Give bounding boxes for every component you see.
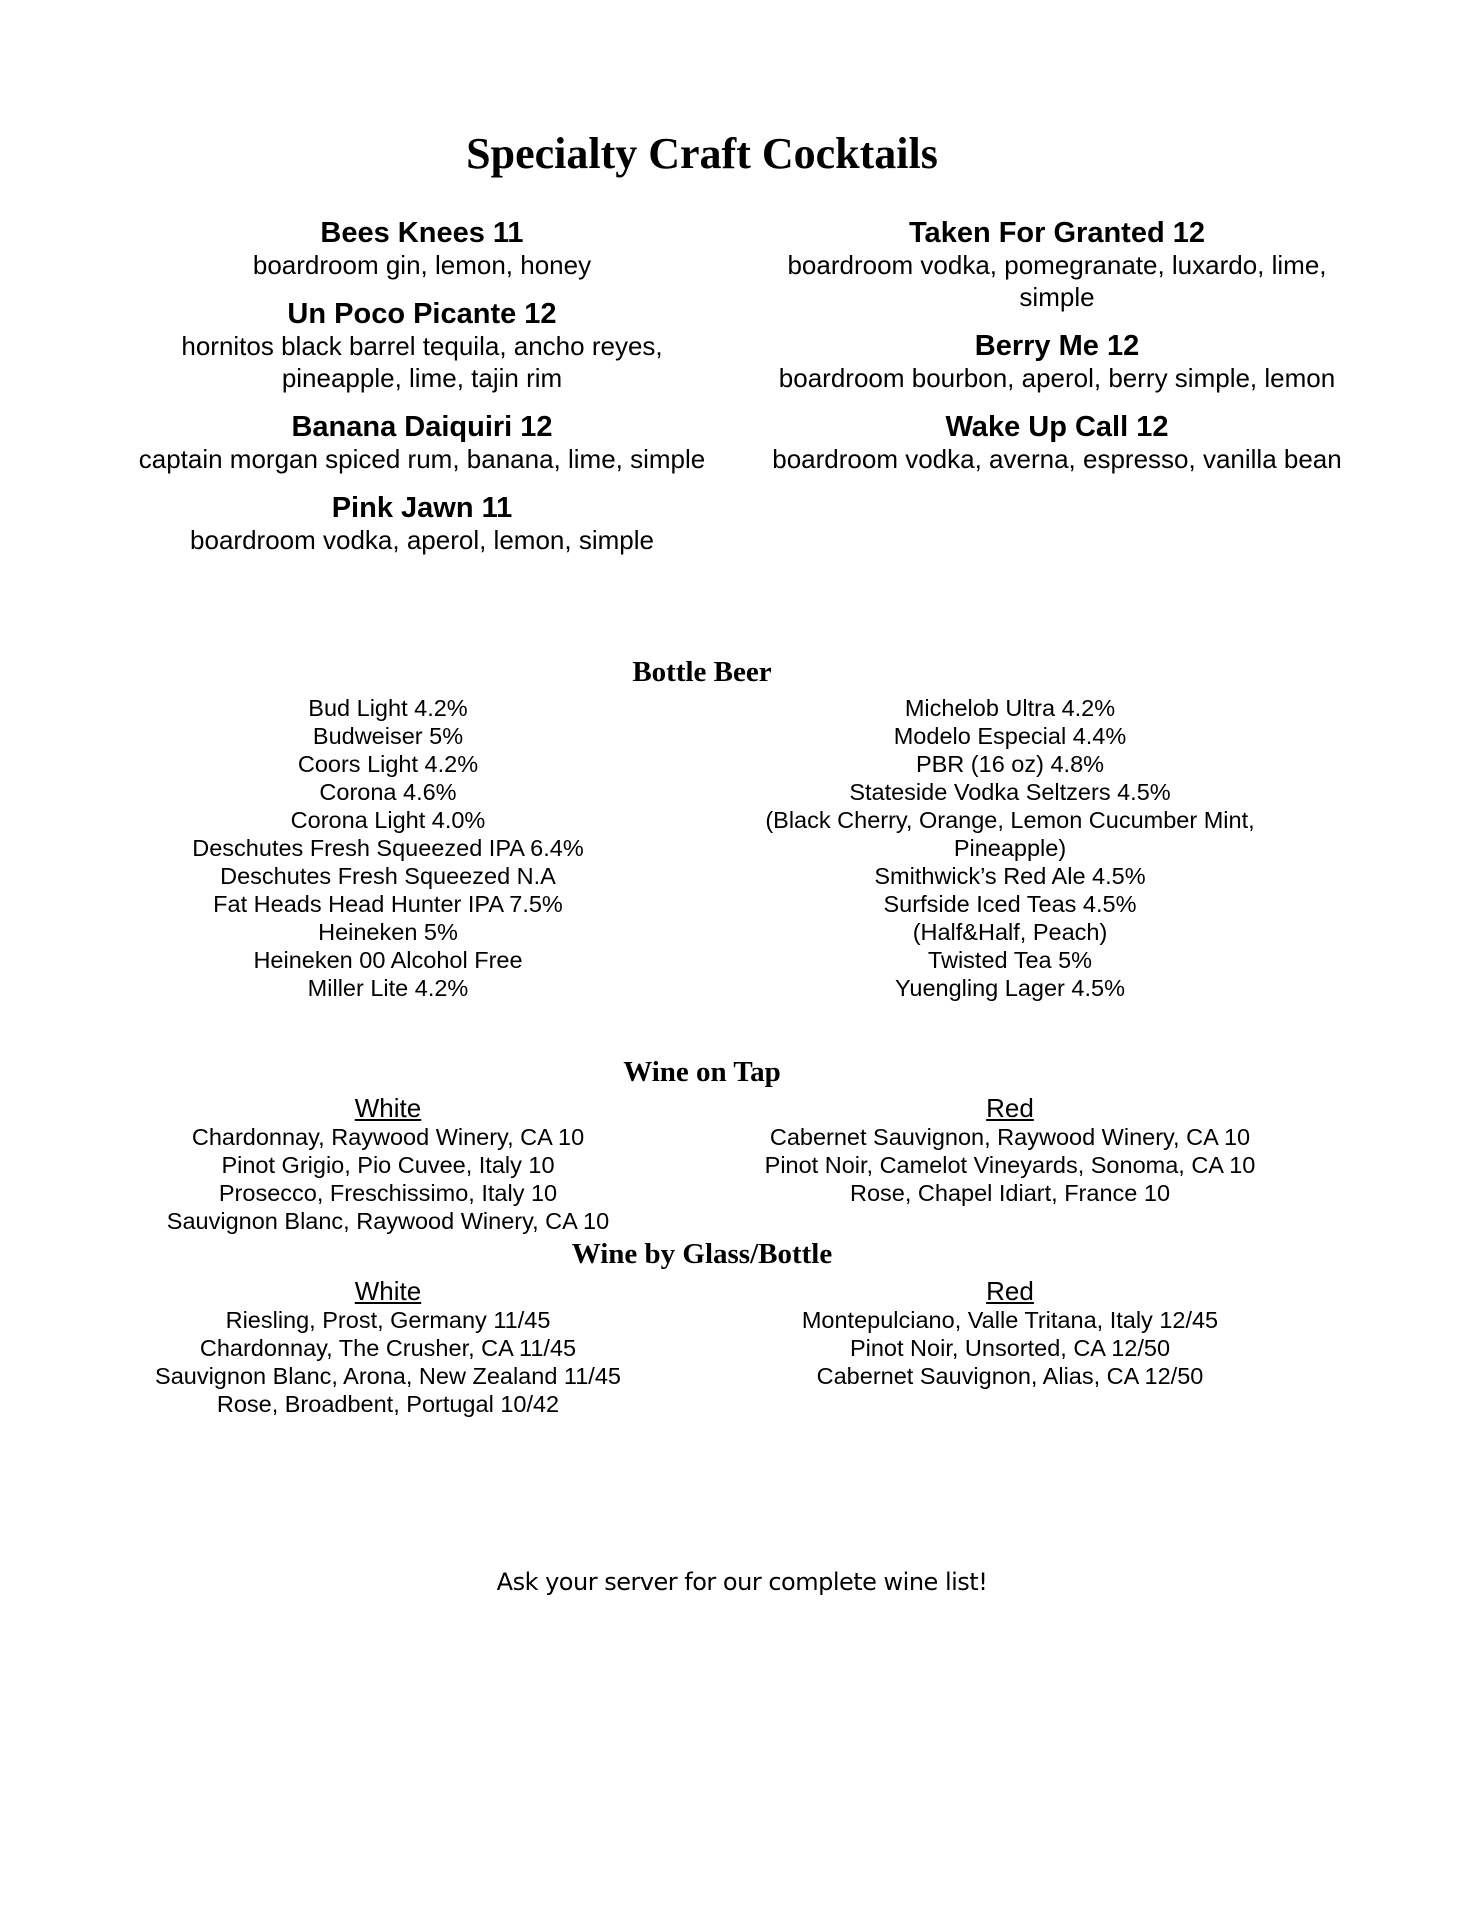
- list-item: Pinot Noir, Camelot Vineyards, Sonoma, CA 10: [764, 1152, 1256, 1178]
- list-item: Cabernet Sauvignon, Alias, CA 12/50: [816, 1363, 1204, 1389]
- cocktail-description: boardroom vodka, averna, espresso, vanilla bean: [772, 444, 1342, 474]
- list-item: Sauvignon Blanc, Arona, New Zealand 11/45: [155, 1363, 621, 1389]
- list-item: Rose, Chapel Idiart, France 10: [849, 1180, 1171, 1206]
- red-subheading: Red: [986, 1093, 1034, 1123]
- cocktails-left-column: [112, 217, 732, 573]
- white-subheading: White: [354, 1093, 422, 1123]
- list-item: Miller Lite 4.2%: [307, 975, 469, 1001]
- cocktail-item: [112, 298, 732, 394]
- list-item: Heineken 5%: [318, 919, 458, 945]
- list-item: Deschutes Fresh Squeezed IPA 6.4%: [192, 835, 584, 861]
- list-item: Sauvignon Blanc, Raywood Winery, CA 10: [166, 1208, 610, 1234]
- list-item: Pineapple): [953, 835, 1067, 861]
- cocktail-description: boardroom vodka, pomegranate, luxardo, lime, simple: [787, 250, 1327, 312]
- cocktail-description: captain morgan spiced rum, banana, lime, simple: [138, 444, 706, 474]
- list-item: Surfside Iced Teas 4.5%: [883, 891, 1137, 917]
- list-item: Deschutes Fresh Squeezed N.A: [220, 863, 556, 889]
- list-item: Yuengling Lager 4.5%: [895, 975, 1125, 1001]
- wine-on-tap-red-list: [740, 1093, 1280, 1207]
- list-item: Rose, Broadbent, Portugal 10/42: [216, 1391, 560, 1417]
- bottle-beer-heading: Bottle Beer: [632, 656, 772, 688]
- cocktail-name: Banana Daiquiri 12: [291, 411, 553, 443]
- cocktail-item: [112, 492, 732, 556]
- list-item: Bud Light 4.2%: [308, 695, 468, 721]
- cocktail-name: Bees Knees 11: [320, 217, 524, 249]
- list-item: Twisted Tea 5%: [927, 947, 1093, 973]
- cocktail-description: boardroom bourbon, aperol, berry simple, lemon: [778, 363, 1336, 393]
- list-item: Budweiser 5%: [312, 723, 464, 749]
- cocktail-item: [742, 330, 1372, 394]
- cocktail-name: Taken For Granted 12: [909, 217, 1205, 249]
- list-item: Heineken 00 Alcohol Free: [253, 947, 523, 973]
- wine-by-glass-white-list: [112, 1276, 664, 1418]
- list-item: Michelob Ultra 4.2%: [904, 695, 1116, 721]
- wine-by-glass-red-list: [740, 1276, 1280, 1390]
- list-item: Montepulciano, Valle Tritana, Italy 12/45: [801, 1307, 1219, 1333]
- list-item: Coors Light 4.2%: [297, 751, 479, 777]
- cocktail-item: [742, 411, 1372, 475]
- cocktail-name: Wake Up Call 12: [945, 411, 1169, 443]
- menu-title: Specialty Craft Cocktails: [466, 129, 938, 178]
- list-item: Pinot Noir, Unsorted, CA 12/50: [849, 1335, 1171, 1361]
- bottle-beer-left-list: [112, 694, 664, 1002]
- list-item: Fat Heads Head Hunter IPA 7.5%: [213, 891, 563, 917]
- cocktail-item: [112, 217, 732, 281]
- wine-on-tap-white-list: [112, 1093, 664, 1235]
- cocktails-right-column: [742, 217, 1372, 492]
- footer-note: Ask your server for our complete wine list!: [496, 1568, 988, 1596]
- list-item: Smithwick’s Red Ale 4.5%: [874, 863, 1146, 889]
- bottle-beer-right-list: [740, 694, 1280, 1002]
- cocktail-name: Pink Jawn 11: [331, 492, 513, 524]
- cocktail-item: [112, 411, 732, 475]
- list-item: Riesling, Prost, Germany 11/45: [225, 1307, 551, 1333]
- list-item: (Half&Half, Peach): [912, 919, 1108, 945]
- cocktail-name: Berry Me 12: [974, 330, 1140, 362]
- white-subheading: White: [354, 1276, 422, 1306]
- list-item: Stateside Vodka Seltzers 4.5%: [849, 779, 1171, 805]
- list-item: Chardonnay, The Crusher, CA 11/45: [199, 1335, 577, 1361]
- cocktail-description: hornitos black barrel tequila, ancho reyes, pineapple, lime, tajin rim: [181, 331, 663, 393]
- list-item: (Black Cherry, Orange, Lemon Cucumber Mint,: [765, 807, 1255, 833]
- cocktail-description: boardroom vodka, aperol, lemon, simple: [190, 525, 654, 555]
- cocktail-name: Un Poco Picante 12: [287, 298, 557, 330]
- red-subheading: Red: [986, 1276, 1034, 1306]
- cocktail-item: [742, 217, 1372, 313]
- list-item: Chardonnay, Raywood Winery, CA 10: [191, 1124, 585, 1150]
- list-item: Corona Light 4.0%: [290, 807, 486, 833]
- list-item: Cabernet Sauvignon, Raywood Winery, CA 10: [769, 1124, 1251, 1150]
- wine-by-glass-heading: Wine by Glass/Bottle: [571, 1238, 833, 1270]
- list-item: Prosecco, Freschissimo, Italy 10: [218, 1180, 558, 1206]
- wine-on-tap-heading: Wine on Tap: [623, 1056, 781, 1088]
- list-item: PBR (16 oz) 4.8%: [915, 751, 1105, 777]
- cocktail-description: boardroom gin, lemon, honey: [252, 250, 592, 280]
- list-item: Modelo Especial 4.4%: [893, 723, 1127, 749]
- list-item: Corona 4.6%: [319, 779, 457, 805]
- list-item: Pinot Grigio, Pio Cuvee, Italy 10: [221, 1152, 555, 1178]
